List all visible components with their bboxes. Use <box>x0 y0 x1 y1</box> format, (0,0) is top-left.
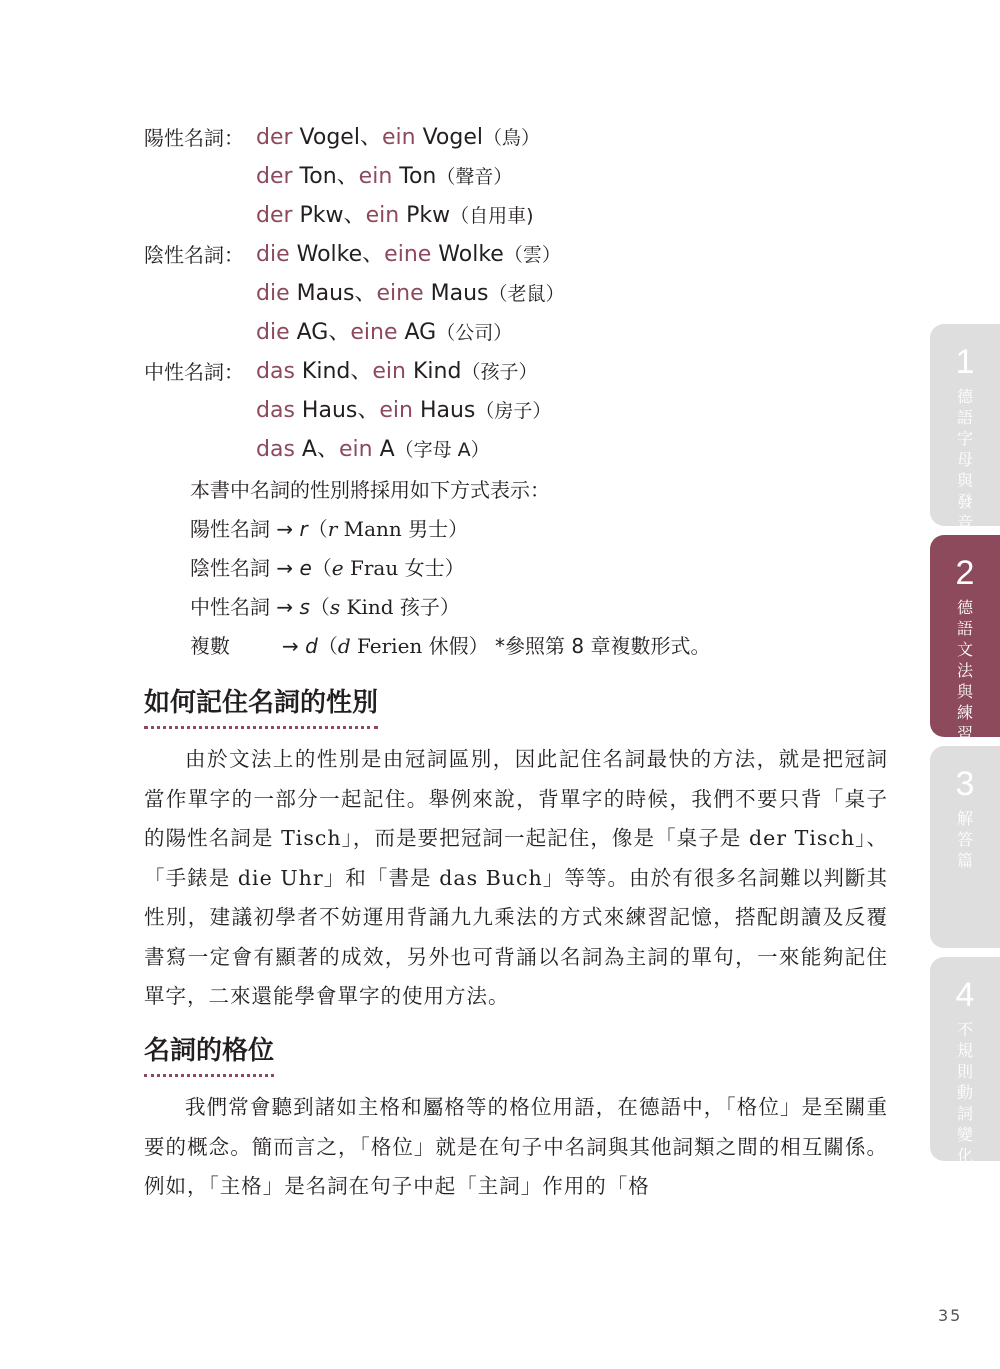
chapter-tab-3[interactable] <box>930 746 1000 948</box>
tab-label: 解答篇 <box>956 809 973 870</box>
noun: Ton <box>292 164 337 189</box>
tab-number: 4 <box>955 976 975 1014</box>
example-line <box>256 201 534 231</box>
notation-example: Mann 男士） <box>337 517 469 541</box>
colon: ： <box>224 360 244 384</box>
definite-article: die <box>256 281 290 306</box>
notation-row <box>190 592 460 622</box>
gender-label: 陽性名詞 <box>144 126 224 150</box>
definite-article: der <box>256 203 293 228</box>
paren: （ <box>307 517 328 541</box>
gender-label: 中性名詞 <box>144 360 224 384</box>
noun: AG <box>397 320 437 345</box>
feminine-label <box>144 240 244 270</box>
section-body: 由於文法上的性別是由冠詞區別，因此記住名詞最快的方法，就是把冠詞當作單字的一部分一起記住。舉例來說，背單字的時候，我們不要只背「桌子的陽性名詞是 Tisch」，而是要把冠詞一起記住，像是「桌子是 der Tisch」、「手錶是 die Uhr」和「書是 das Buch」等等。由於有很多名詞難以判斷其性別，建議初學者不妨運用背誦九九乘法的方式來練習記憶，搭配朗讀及反覆書寫一定會有顯著的成效，另外也可背誦以名詞為主詞的單句，一來能夠記住單字，二來還能學會單字的使用方法。 <box>144 747 888 1008</box>
colon: ： <box>224 126 244 150</box>
gender-symbol: e <box>331 556 344 580</box>
notation-row <box>190 631 710 661</box>
noun: Kind <box>294 359 351 384</box>
noun: Wolke <box>431 242 504 267</box>
noun: Vogel <box>415 125 483 150</box>
noun: Kind <box>405 359 462 384</box>
indefinite-article: eine <box>376 281 424 306</box>
noun: Vogel <box>292 125 360 150</box>
definite-article: der <box>256 164 293 189</box>
gender-symbol: e <box>299 556 312 580</box>
notation-label: 中性名詞 <box>190 595 270 619</box>
separator: 、 <box>359 125 382 150</box>
separator: 、 <box>357 398 380 423</box>
notation-example: Ferien 休假） <box>350 634 489 658</box>
definite-article: die <box>256 320 290 345</box>
indefinite-article: eine <box>350 320 398 345</box>
meaning: （自用車) <box>450 205 534 227</box>
chapter-tab-4[interactable] <box>930 957 1000 1186</box>
noun: Pkw <box>292 203 344 228</box>
gender-label: 陰性名詞 <box>144 243 224 267</box>
indefinite-article: ein <box>372 359 406 384</box>
meaning: （鳥） <box>483 127 541 149</box>
section-body: 我們常會聽到諸如主格和屬格等的格位用語，在德語中，「格位」是至關重要的概念。簡而言之，「格位」就是在句子中名詞與其他詞類之間的相互關係。例如，「主格」是名詞在句子中起「主詞」作用的「格 <box>144 1095 888 1198</box>
meaning: （公司） <box>436 322 513 344</box>
separator: 、 <box>336 164 359 189</box>
paren: （ <box>309 595 330 619</box>
meaning: （房子） <box>475 400 552 422</box>
definite-article: das <box>256 359 295 384</box>
notation-label: 陰性名詞 <box>190 556 270 580</box>
separator: 、 <box>328 320 351 345</box>
notation-intro: 本書中名詞的性別將採用如下方式表示： <box>190 478 550 502</box>
noun: A <box>294 437 317 462</box>
noun: Pkw <box>399 203 451 228</box>
meaning: （雲） <box>503 244 561 266</box>
separator: 、 <box>343 203 366 228</box>
definite-article: die <box>256 242 290 267</box>
example-line <box>256 396 551 426</box>
example-line <box>256 318 512 348</box>
paren: （ <box>311 556 332 580</box>
noun: AG <box>289 320 329 345</box>
gender-symbol: r <box>299 517 308 541</box>
definite-article: das <box>256 398 295 423</box>
section-heading: 如何記住名詞的性別 <box>144 686 378 729</box>
gender-symbol: s <box>299 595 310 619</box>
tab-number: 1 <box>955 343 975 381</box>
notation-row <box>190 553 465 583</box>
notation-label: 複數 <box>190 634 230 658</box>
meaning: （孩子） <box>461 361 538 383</box>
separator: 、 <box>362 242 385 267</box>
noun: Ton <box>392 164 437 189</box>
noun: A <box>372 437 395 462</box>
paren: （ <box>317 634 338 658</box>
tab-label: 德語文法與練習 <box>956 598 973 743</box>
notation-row <box>190 514 468 544</box>
noun: Haus <box>294 398 358 423</box>
gender-symbol: d <box>305 634 318 658</box>
separator: 、 <box>354 281 377 306</box>
arrow: → <box>282 634 306 658</box>
meaning: （聲音） <box>436 166 513 188</box>
arrow: → <box>270 595 300 619</box>
tab-label: 不規則動詞變化表 <box>956 1020 973 1186</box>
masculine-label <box>144 123 244 153</box>
tab-number: 2 <box>955 554 975 592</box>
separator: 、 <box>350 359 373 384</box>
notation-example: Kind 孩子） <box>340 595 460 619</box>
arrow: → <box>270 556 300 580</box>
indefinite-article: ein <box>381 125 416 150</box>
separator: 、 <box>316 437 339 462</box>
gender-symbol: d <box>337 634 351 658</box>
definite-article: der <box>256 125 293 150</box>
chapter-tab-1[interactable] <box>930 324 1000 532</box>
example-line <box>256 357 537 387</box>
example-line <box>256 279 565 309</box>
neuter-label <box>144 357 244 387</box>
section-heading: 名詞的格位 <box>144 1034 274 1077</box>
page-number: 35 <box>938 1306 963 1325</box>
meaning: （老鼠） <box>488 283 565 305</box>
noun: Wolke <box>289 242 363 267</box>
notation-example: Frau 女士） <box>343 556 465 580</box>
colon: ： <box>224 243 244 267</box>
gender-symbol: r <box>327 517 338 541</box>
example-line <box>256 435 490 465</box>
tab-label: 德語字母與發音 <box>956 387 973 532</box>
noun: Maus <box>289 281 355 306</box>
indefinite-article: ein <box>358 164 393 189</box>
noun: Haus <box>412 398 476 423</box>
meaning: （字母 A） <box>394 439 490 461</box>
chapter-tab-2[interactable] <box>930 535 1000 743</box>
indefinite-article: eine <box>384 242 432 267</box>
notation-note: *參照第 8 章複數形式。 <box>488 634 711 658</box>
gender-symbol: s <box>329 595 341 619</box>
example-line <box>256 162 512 192</box>
arrow: → <box>270 517 300 541</box>
notation-label: 陽性名詞 <box>190 517 270 541</box>
indefinite-article: ein <box>338 437 373 462</box>
example-line <box>256 123 540 153</box>
tab-number: 3 <box>955 765 975 803</box>
example-line <box>256 240 561 270</box>
noun: Maus <box>423 281 489 306</box>
definite-article: das <box>256 437 295 462</box>
indefinite-article: ein <box>379 398 413 423</box>
indefinite-article: ein <box>365 203 400 228</box>
